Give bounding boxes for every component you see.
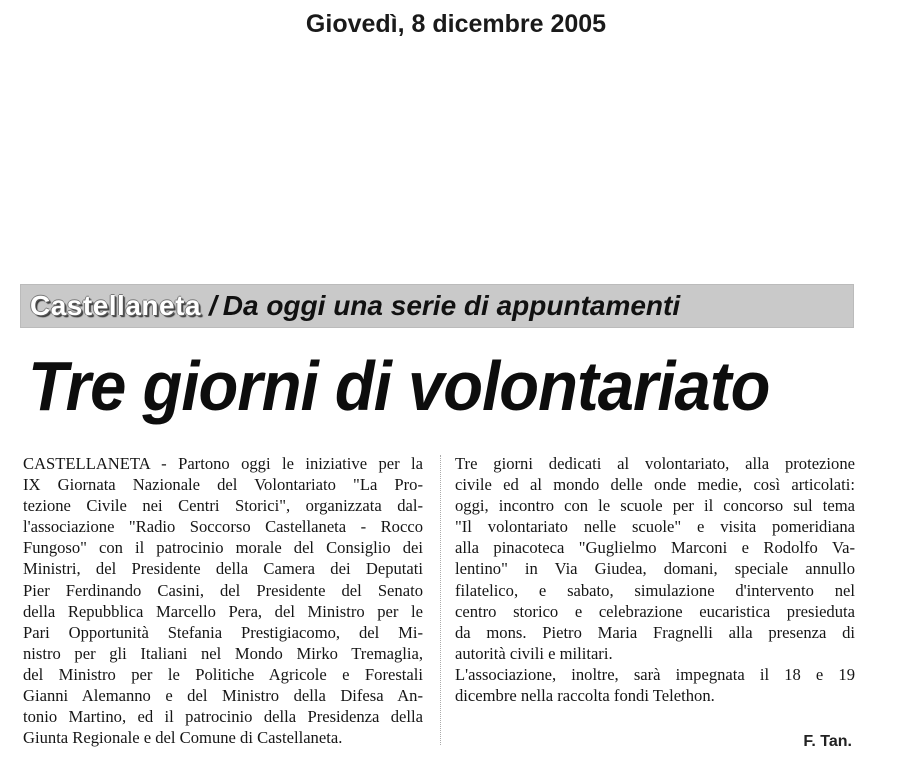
byline: F. Tan. [803,733,852,750]
article-line: IX Giornata Nazionale del Volontariato "La Pro- [23,475,423,495]
article-line: oggi, incontro con le scuole per il concorso sul tema [455,496,855,516]
article-column-left [23,453,423,748]
article-line: L'associazione, inoltre, sarà impegnata il 18 e 19 [455,664,855,684]
kicker [30,286,680,326]
column-divider [440,455,441,745]
article-line: della Repubblica Marcello Pera, del Ministro per le [23,601,423,621]
article-line: centro storico e celebrazione eucaristica presieduta [455,601,855,621]
article-line: CASTELLANETA - Partono oggi le iniziative per la [23,454,423,473]
kicker-place: Castellaneta [30,290,201,321]
article-line: da mons. Pietro Maria Fragnelli alla presenza di [455,622,855,642]
article-line: "Il volontariato nelle scuole" e visita pomeridiana [455,517,855,537]
article-line: Giunta Regionale e del Comune di Castellaneta. [23,728,343,748]
article-line: Fungoso" con il patrocinio morale del Consiglio dei [23,538,423,558]
article-line: tezione Civile nei Centri Storici", organizzata dal- [23,496,423,516]
article-line: lentino" in Via Giudea, domani, speciale annullo [455,559,855,579]
article-line: Tre giorni dedicati al volontariato, alla protezione [455,454,855,473]
article-line: Pari Opportunità Stefania Prestigiacomo, del Mi- [23,622,423,642]
article-line: nistro per gli Italiani nel Mondo Mirko Tremaglia, [23,643,423,663]
article-line: Pier Ferdinando Casini, del Presidente del Senato [23,580,423,600]
article-line: del Ministro per le Politiche Agricole e Forestali [23,664,423,684]
article-line: dicembre nella raccolta fondi Telethon. [455,686,715,706]
kicker-subtitle: Da oggi una serie di appuntamenti [222,290,681,321]
article-line: civile ed al mondo delle onde medie, così articolati: [455,475,855,495]
article-line: filatelico, e sabato, simulazione d'intervento nel [455,580,855,600]
article-line: tonio Martino, ed il patrocinio della Presidenza della [23,707,423,727]
article-line: alla pinacoteca "Guglielmo Marconi e Rodolfo Va- [455,538,855,558]
headline: Tre giorni di volontariato [28,347,770,425]
article-line: autorità civili e militari. [455,643,613,663]
article-column-right [455,453,855,706]
article-line: l'associazione "Radio Soccorso Castellaneta - Rocco [23,517,423,537]
kicker-separator: / [208,290,217,321]
article-line: Gianni Alemanno e del Ministro della Difesa An- [23,686,423,706]
dateline: Giovedì, 8 dicembre 2005 [305,10,607,38]
article-line: Ministri, del Presidente della Camera dei Deputati [23,559,423,579]
